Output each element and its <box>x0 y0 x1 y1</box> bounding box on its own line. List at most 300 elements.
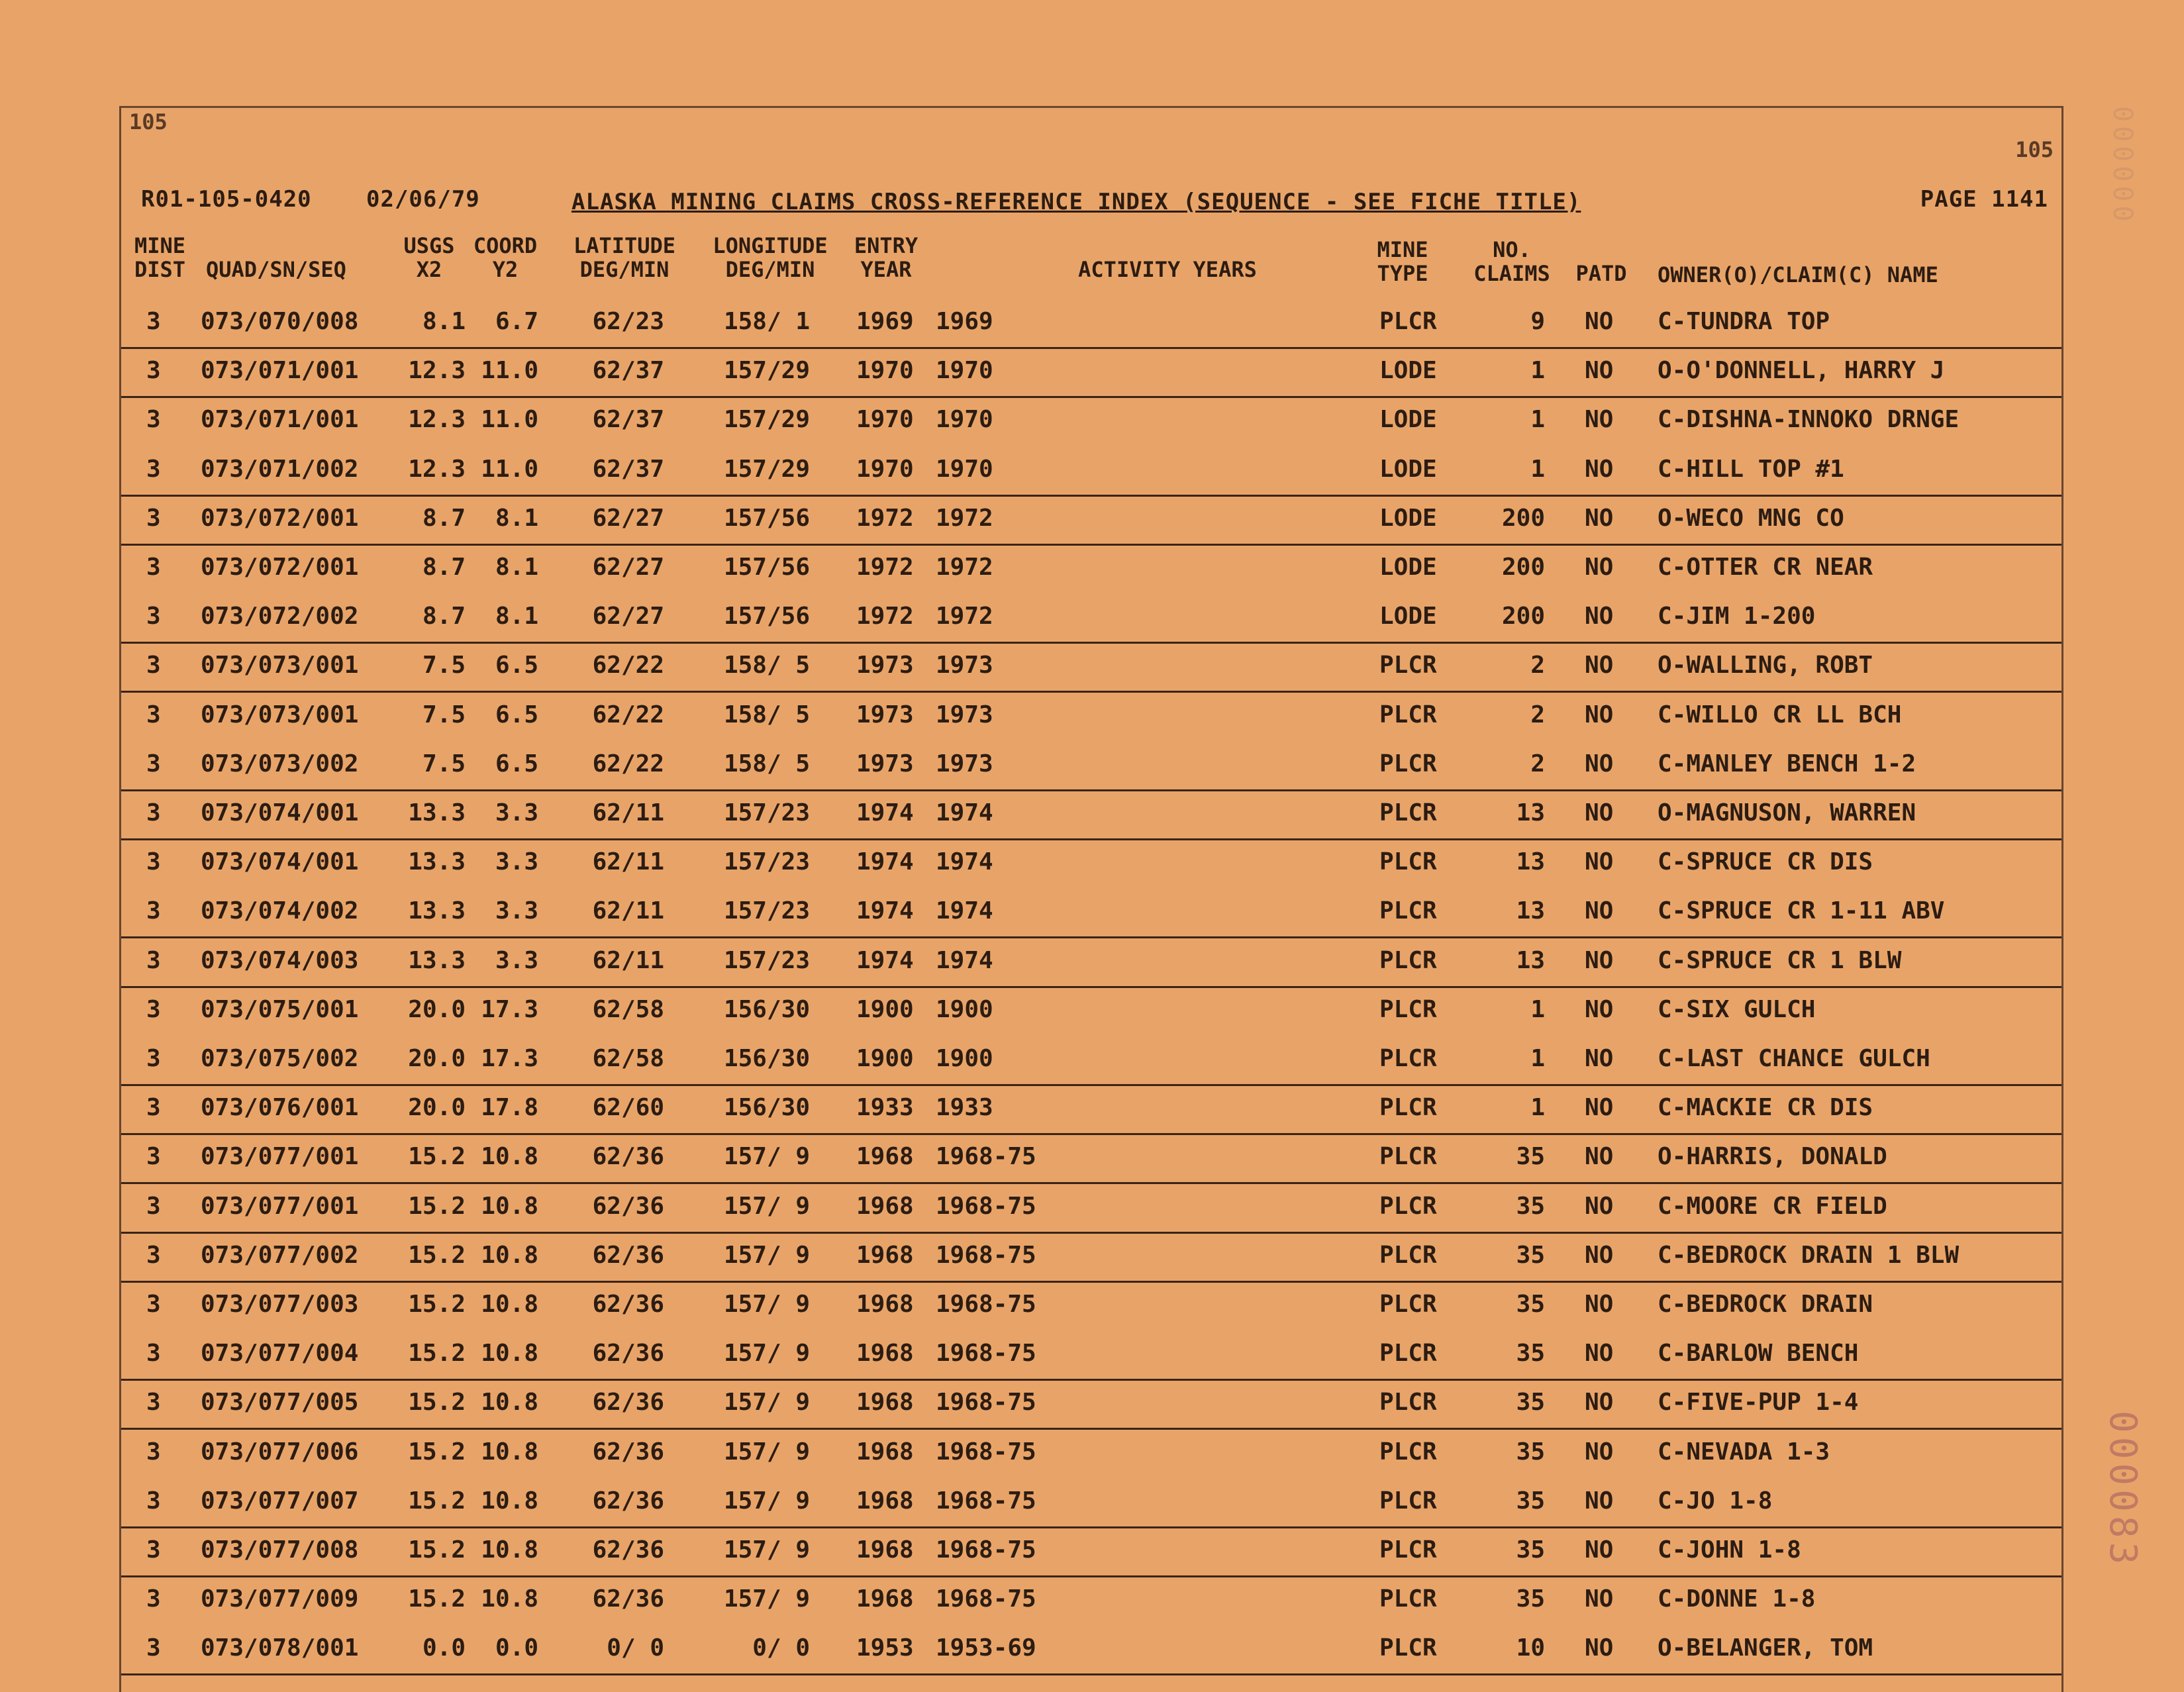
usgs-x2-cell: 8.7 <box>422 603 466 630</box>
quad-seq-cell: 073/077/005 <box>201 1389 359 1417</box>
mine-type-cell: PLCR <box>1379 1143 1437 1171</box>
mine-type-cell: LODE <box>1379 406 1437 434</box>
coord-y2-cell: 6.5 <box>495 652 538 679</box>
printout-sheet <box>119 106 2063 1692</box>
mine-dist-cell: 3 <box>146 1094 161 1122</box>
table-row <box>121 1232 2061 1283</box>
entry-year-cell: 1968 <box>856 1585 914 1613</box>
longitude-cell: 157/56 <box>723 603 810 630</box>
mine-dist-cell: 3 <box>146 1241 161 1269</box>
quad-seq-cell: 073/072/001 <box>201 554 359 581</box>
longitude-cell: 157/23 <box>723 848 810 876</box>
latitude-cell: 62/36 <box>592 1389 664 1417</box>
table-row <box>121 1036 2061 1086</box>
mine-dist-cell: 3 <box>146 701 161 728</box>
longitude-cell: 157/56 <box>723 554 810 581</box>
longitude-cell: 156/30 <box>723 1045 810 1072</box>
coord-y2-cell: 10.8 <box>481 1438 538 1466</box>
mine-dist-cell: 3 <box>146 504 161 532</box>
patented-cell: NO <box>1585 1634 1614 1662</box>
usgs-x2-cell: 7.5 <box>422 750 466 777</box>
quad-seq-cell: 073/077/004 <box>201 1340 359 1368</box>
activity-years-cell: 1953-69 <box>936 1634 1036 1662</box>
table-row <box>121 888 2061 938</box>
usgs-x2-cell: 12.3 <box>408 406 466 434</box>
quad-seq-cell: 073/077/001 <box>201 1143 359 1171</box>
mine-dist-cell: 3 <box>146 1291 161 1318</box>
coord-y2-cell: 17.8 <box>481 1094 538 1122</box>
longitude-cell: 157/ 9 <box>723 1438 810 1466</box>
latitude-cell: 62/36 <box>592 1438 664 1466</box>
report-date: 02/06/79 <box>366 186 480 213</box>
latitude-cell: 62/36 <box>592 1487 664 1515</box>
claims-count-cell: 1 <box>1530 1094 1545 1122</box>
longitude-cell: 157/29 <box>723 357 810 385</box>
report-id: R01-105-0420 <box>141 186 312 213</box>
patented-cell: NO <box>1585 1094 1614 1122</box>
col-usgs-x2: USGS X2 <box>403 233 455 282</box>
owner-claim-name-cell: C-BEDROCK DRAIN 1 BLW <box>1658 1241 1960 1269</box>
patented-cell: NO <box>1585 1389 1614 1417</box>
coord-y2-cell: 10.8 <box>481 1389 538 1417</box>
corner-number-left: 105 <box>129 109 168 134</box>
claims-count-cell: 10 <box>1516 1634 1545 1662</box>
usgs-x2-cell: 12.3 <box>408 455 466 483</box>
quad-seq-cell: 073/077/009 <box>201 1585 359 1613</box>
coord-y2-cell: 17.3 <box>481 1045 538 1072</box>
longitude-cell: 157/ 9 <box>723 1536 810 1564</box>
owner-claim-name-cell: C-TUNDRA TOP <box>1658 308 1830 335</box>
entry-year-cell: 1968 <box>856 1487 914 1515</box>
longitude-cell: 157/ 9 <box>723 1291 810 1318</box>
quad-seq-cell: 073/077/008 <box>201 1536 359 1564</box>
activity-years-cell: 1968-75 <box>936 1438 1036 1466</box>
usgs-x2-cell: 7.5 <box>422 652 466 679</box>
patented-cell: NO <box>1585 750 1614 777</box>
mine-dist-cell: 3 <box>146 603 161 630</box>
quad-seq-cell: 073/071/001 <box>201 406 359 434</box>
quad-seq-cell: 073/074/001 <box>201 799 359 826</box>
quad-seq-cell: 073/077/002 <box>201 1241 359 1269</box>
table-row <box>121 446 2061 497</box>
table-row <box>121 1330 2061 1381</box>
table-row <box>121 593 2061 644</box>
longitude-cell: 156/30 <box>723 1094 810 1122</box>
usgs-x2-cell: 15.2 <box>408 1585 466 1613</box>
mine-dist-cell: 3 <box>146 1192 161 1220</box>
entry-year-cell: 1900 <box>856 995 914 1023</box>
latitude-cell: 62/36 <box>592 1291 664 1318</box>
claims-count-cell: 1 <box>1530 1045 1545 1072</box>
claims-count-cell: 13 <box>1516 946 1545 974</box>
table-row <box>121 790 2061 840</box>
coord-y2-cell: 10.8 <box>481 1487 538 1515</box>
table-row <box>121 495 2061 546</box>
entry-year-cell: 1970 <box>856 406 914 434</box>
owner-claim-name-cell: C-HILL TOP #1 <box>1658 455 1844 483</box>
owner-claim-name-cell: O-O'DONNELL, HARRY J <box>1658 357 1945 385</box>
patented-cell: NO <box>1585 504 1614 532</box>
latitude-cell: 62/11 <box>592 897 664 925</box>
latitude-cell: 62/23 <box>592 308 664 335</box>
table-row <box>121 1183 2061 1234</box>
claims-count-cell: 2 <box>1530 652 1545 679</box>
coord-y2-cell: 8.1 <box>495 504 538 532</box>
mine-type-cell: LODE <box>1379 504 1437 532</box>
claims-count-cell: 35 <box>1516 1536 1545 1564</box>
table-row <box>121 938 2061 988</box>
mine-type-cell: PLCR <box>1379 1094 1437 1122</box>
mine-type-cell: PLCR <box>1379 1487 1437 1515</box>
coord-y2-cell: 10.8 <box>481 1192 538 1220</box>
film-frame-stamp: 000083 <box>2101 1411 2144 1569</box>
patented-cell: NO <box>1585 995 1614 1023</box>
table-row <box>121 397 2061 445</box>
usgs-x2-cell: 8.7 <box>422 554 466 581</box>
owner-claim-name-cell: O-MAGNUSON, WARREN <box>1658 799 1916 826</box>
patented-cell: NO <box>1585 603 1614 630</box>
claims-count-cell: 2 <box>1530 701 1545 728</box>
quad-seq-cell: 073/074/001 <box>201 848 359 876</box>
coord-y2-cell: 10.8 <box>481 1241 538 1269</box>
mine-dist-cell: 3 <box>146 652 161 679</box>
claims-count-cell: 200 <box>1501 554 1545 581</box>
mine-dist-cell: 3 <box>146 1045 161 1072</box>
usgs-x2-cell: 20.0 <box>408 995 466 1023</box>
quad-seq-cell: 073/073/001 <box>201 701 359 728</box>
table-row <box>121 1527 2061 1577</box>
mine-type-cell: LODE <box>1379 603 1437 630</box>
usgs-x2-cell: 15.2 <box>408 1438 466 1466</box>
mine-dist-cell: 3 <box>146 1389 161 1417</box>
longitude-cell: 157/ 9 <box>723 1340 810 1368</box>
latitude-cell: 62/27 <box>592 603 664 630</box>
longitude-cell: 157/ 9 <box>723 1389 810 1417</box>
coord-y2-cell: 10.8 <box>481 1291 538 1318</box>
owner-claim-name-cell: C-MANLEY BENCH 1-2 <box>1658 750 1916 777</box>
claims-count-cell: 35 <box>1516 1241 1545 1269</box>
entry-year-cell: 1900 <box>856 1045 914 1072</box>
patented-cell: NO <box>1585 848 1614 876</box>
coord-y2-cell: 11.0 <box>481 455 538 483</box>
longitude-cell: 158/ 5 <box>723 750 810 777</box>
activity-years-cell: 1970 <box>936 455 993 483</box>
mine-dist-cell: 3 <box>146 1634 161 1662</box>
patented-cell: NO <box>1585 406 1614 434</box>
mine-dist-cell: 3 <box>146 897 161 925</box>
latitude-cell: 62/60 <box>592 1094 664 1122</box>
mine-type-cell: PLCR <box>1379 701 1437 728</box>
mine-type-cell: PLCR <box>1379 946 1437 974</box>
quad-seq-cell: 073/070/008 <box>201 308 359 335</box>
activity-years-cell: 1973 <box>936 701 993 728</box>
table-row <box>121 692 2061 740</box>
longitude-cell: 157/ 9 <box>723 1585 810 1613</box>
mine-dist-cell: 3 <box>146 1340 161 1368</box>
usgs-x2-cell: 13.3 <box>408 848 466 876</box>
entry-year-cell: 1968 <box>856 1143 914 1171</box>
quad-seq-cell: 073/072/001 <box>201 504 359 532</box>
coord-y2-cell: 3.3 <box>495 799 538 826</box>
entry-year-cell: 1968 <box>856 1192 914 1220</box>
latitude-cell: 62/11 <box>592 799 664 826</box>
usgs-x2-cell: 15.2 <box>408 1487 466 1515</box>
claims-count-cell: 1 <box>1530 357 1545 385</box>
quad-seq-cell: 073/077/003 <box>201 1291 359 1318</box>
claims-count-cell: 35 <box>1516 1389 1545 1417</box>
mine-dist-cell: 3 <box>146 750 161 777</box>
activity-years-cell: 1968-75 <box>936 1192 1036 1220</box>
col-owner-claim-name: OWNER(O)/CLAIM(C) NAME <box>1658 262 1938 287</box>
mine-type-cell: PLCR <box>1379 1045 1437 1072</box>
table-row <box>121 348 2061 398</box>
mine-dist-cell: 3 <box>146 1438 161 1466</box>
table-row <box>121 1478 2061 1528</box>
patented-cell: NO <box>1585 357 1614 385</box>
quad-seq-cell: 073/074/003 <box>201 946 359 974</box>
table-row <box>121 1379 2061 1430</box>
table-row <box>121 839 2061 887</box>
usgs-x2-cell: 0.0 <box>422 1634 466 1662</box>
col-longitude: LONGITUDE DEG/MIN <box>713 233 828 282</box>
longitude-cell: 158/ 1 <box>723 308 810 335</box>
mine-type-cell: PLCR <box>1379 1241 1437 1269</box>
longitude-cell: 158/ 5 <box>723 652 810 679</box>
usgs-x2-cell: 12.3 <box>408 357 466 385</box>
usgs-x2-cell: 15.2 <box>408 1241 466 1269</box>
patented-cell: NO <box>1585 1340 1614 1368</box>
owner-claim-name-cell: C-DISHNA-INNOKO DRNGE <box>1658 406 1960 434</box>
latitude-cell: 62/37 <box>592 357 664 385</box>
longitude-cell: 157/ 9 <box>723 1241 810 1269</box>
activity-years-cell: 1968-75 <box>936 1585 1036 1613</box>
entry-year-cell: 1973 <box>856 701 914 728</box>
quad-seq-cell: 073/077/007 <box>201 1487 359 1515</box>
table-row <box>121 1281 2061 1330</box>
coord-y2-cell: 8.1 <box>495 554 538 581</box>
longitude-cell: 157/ 9 <box>723 1192 810 1220</box>
longitude-cell: 157/23 <box>723 946 810 974</box>
patented-cell: NO <box>1585 1291 1614 1318</box>
owner-claim-name-cell: C-MOORE CR FIELD <box>1658 1192 1887 1220</box>
col-claims: NO. CLAIMS <box>1473 237 1550 286</box>
activity-years-cell: 1973 <box>936 750 993 777</box>
table-row <box>121 1085 2061 1135</box>
mine-type-cell: PLCR <box>1379 995 1437 1023</box>
owner-claim-name-cell: C-BARLOW BENCH <box>1658 1340 1859 1368</box>
latitude-cell: 62/36 <box>592 1241 664 1269</box>
latitude-cell: 62/37 <box>592 455 664 483</box>
longitude-cell: 157/23 <box>723 799 810 826</box>
entry-year-cell: 1974 <box>856 848 914 876</box>
mine-dist-cell: 3 <box>146 946 161 974</box>
quad-seq-cell: 073/077/006 <box>201 1438 359 1466</box>
entry-year-cell: 1973 <box>856 750 914 777</box>
mine-dist-cell: 3 <box>146 455 161 483</box>
patented-cell: NO <box>1585 799 1614 826</box>
latitude-cell: 62/22 <box>592 750 664 777</box>
mine-type-cell: LODE <box>1379 455 1437 483</box>
activity-years-cell: 1900 <box>936 995 993 1023</box>
latitude-cell: 62/36 <box>592 1585 664 1613</box>
mine-type-cell: PLCR <box>1379 1340 1437 1368</box>
owner-claim-name-cell: O-WECO MNG CO <box>1658 504 1844 532</box>
coord-y2-cell: 17.3 <box>481 995 538 1023</box>
mine-type-cell: PLCR <box>1379 750 1437 777</box>
latitude-cell: 62/58 <box>592 1045 664 1072</box>
owner-claim-name-cell: O-HARRIS, DONALD <box>1658 1143 1887 1171</box>
entry-year-cell: 1972 <box>856 554 914 581</box>
usgs-x2-cell: 15.2 <box>408 1536 466 1564</box>
coord-y2-cell: 10.8 <box>481 1585 538 1613</box>
claims-count-cell: 13 <box>1516 848 1545 876</box>
usgs-x2-cell: 15.2 <box>408 1291 466 1318</box>
mine-type-cell: PLCR <box>1379 848 1437 876</box>
claims-count-cell: 35 <box>1516 1291 1545 1318</box>
usgs-x2-cell: 20.0 <box>408 1094 466 1122</box>
patented-cell: NO <box>1585 1585 1614 1613</box>
patented-cell: NO <box>1585 1143 1614 1171</box>
mine-type-cell: PLCR <box>1379 652 1437 679</box>
entry-year-cell: 1968 <box>856 1241 914 1269</box>
usgs-x2-cell: 13.3 <box>408 897 466 925</box>
table-row <box>121 299 2061 349</box>
activity-years-cell: 1969 <box>936 308 993 335</box>
mine-type-cell: PLCR <box>1379 1585 1437 1613</box>
activity-years-cell: 1972 <box>936 554 993 581</box>
coord-y2-cell: 3.3 <box>495 897 538 925</box>
activity-years-cell: 1972 <box>936 504 993 532</box>
activity-years-cell: 1970 <box>936 406 993 434</box>
patented-cell: NO <box>1585 1536 1614 1564</box>
patented-cell: NO <box>1585 701 1614 728</box>
latitude-cell: 62/36 <box>592 1143 664 1171</box>
activity-years-cell: 1972 <box>936 603 993 630</box>
table-row <box>121 987 2061 1035</box>
latitude-cell: 62/22 <box>592 701 664 728</box>
quad-seq-cell: 073/074/002 <box>201 897 359 925</box>
owner-claim-name-cell: C-NEVADA 1-3 <box>1658 1438 1830 1466</box>
col-entry-year: ENTRY YEAR <box>854 233 918 282</box>
claims-count-cell: 13 <box>1516 799 1545 826</box>
patented-cell: NO <box>1585 1045 1614 1072</box>
activity-years-cell: 1968-75 <box>936 1389 1036 1417</box>
coord-y2-cell: 6.5 <box>495 701 538 728</box>
mine-type-cell: PLCR <box>1379 1438 1437 1466</box>
mine-type-cell: LODE <box>1379 554 1437 581</box>
usgs-x2-cell: 20.0 <box>408 1045 466 1072</box>
coord-y2-cell: 11.0 <box>481 406 538 434</box>
claims-count-cell: 35 <box>1516 1585 1545 1613</box>
usgs-x2-cell: 8.7 <box>422 504 466 532</box>
mine-dist-cell: 3 <box>146 357 161 385</box>
mine-type-cell: LODE <box>1379 357 1437 385</box>
coord-y2-cell: 10.8 <box>481 1143 538 1171</box>
owner-claim-name-cell: C-BEDROCK DRAIN <box>1658 1291 1873 1318</box>
entry-year-cell: 1974 <box>856 799 914 826</box>
longitude-cell: 157/29 <box>723 455 810 483</box>
entry-year-cell: 1974 <box>856 946 914 974</box>
patented-cell: NO <box>1585 897 1614 925</box>
col-mine-dist: MINE DIST <box>134 233 186 282</box>
latitude-cell: 62/36 <box>592 1536 664 1564</box>
longitude-cell: 157/56 <box>723 504 810 532</box>
patented-cell: NO <box>1585 1192 1614 1220</box>
activity-years-cell: 1968-75 <box>936 1143 1036 1171</box>
quad-seq-cell: 073/076/001 <box>201 1094 359 1122</box>
entry-year-cell: 1953 <box>856 1634 914 1662</box>
table-row <box>121 544 2061 593</box>
activity-years-cell: 1968-75 <box>936 1487 1036 1515</box>
claims-count-cell: 13 <box>1516 897 1545 925</box>
page-number: PAGE 1141 <box>1920 186 2048 213</box>
patented-cell: NO <box>1585 308 1614 335</box>
entry-year-cell: 1968 <box>856 1389 914 1417</box>
entry-year-cell: 1933 <box>856 1094 914 1122</box>
longitude-cell: 157/ 9 <box>723 1487 810 1515</box>
entry-year-cell: 1968 <box>856 1340 914 1368</box>
patented-cell: NO <box>1585 455 1614 483</box>
claims-count-cell: 1 <box>1530 406 1545 434</box>
owner-claim-name-cell: C-SPRUCE CR 1-11 ABV <box>1658 897 1945 925</box>
coord-y2-cell: 6.7 <box>495 308 538 335</box>
latitude-cell: 62/37 <box>592 406 664 434</box>
entry-year-cell: 1972 <box>856 603 914 630</box>
patented-cell: NO <box>1585 652 1614 679</box>
table-row <box>121 642 2061 693</box>
col-coord-y2: COORD Y2 <box>473 233 538 282</box>
coord-y2-cell: 10.8 <box>481 1536 538 1564</box>
activity-years-cell: 1974 <box>936 799 993 826</box>
owner-claim-name-cell: C-MACKIE CR DIS <box>1658 1094 1873 1122</box>
usgs-x2-cell: 8.1 <box>422 308 466 335</box>
activity-years-cell: 1973 <box>936 652 993 679</box>
mine-type-cell: PLCR <box>1379 1192 1437 1220</box>
mine-type-cell: PLCR <box>1379 308 1437 335</box>
entry-year-cell: 1968 <box>856 1536 914 1564</box>
quad-seq-cell: 073/075/002 <box>201 1045 359 1072</box>
mine-dist-cell: 3 <box>146 1487 161 1515</box>
corner-number-right: 105 <box>2015 137 2054 162</box>
activity-years-cell: 1900 <box>936 1045 993 1072</box>
entry-year-cell: 1970 <box>856 357 914 385</box>
latitude-cell: 0/ 0 <box>607 1634 664 1662</box>
film-frame-stamp-top: 000000 <box>2107 106 2138 226</box>
owner-claim-name-cell: C-SPRUCE CR 1 BLW <box>1658 946 1902 974</box>
claims-count-cell: 35 <box>1516 1340 1545 1368</box>
mine-dist-cell: 3 <box>146 1585 161 1613</box>
coord-y2-cell: 3.3 <box>495 848 538 876</box>
table-row <box>121 1625 2061 1675</box>
claims-count-cell: 35 <box>1516 1487 1545 1515</box>
quad-seq-cell: 073/072/002 <box>201 603 359 630</box>
activity-years-cell: 1968-75 <box>936 1241 1036 1269</box>
col-patd: PATD <box>1575 261 1627 286</box>
usgs-x2-cell: 13.3 <box>408 946 466 974</box>
quad-seq-cell: 073/071/002 <box>201 455 359 483</box>
longitude-cell: 156/30 <box>723 995 810 1023</box>
mine-dist-cell: 3 <box>146 799 161 826</box>
claims-count-cell: 35 <box>1516 1143 1545 1171</box>
col-quad: QUAD/SN/SEQ <box>206 257 346 282</box>
mine-type-cell: PLCR <box>1379 1536 1437 1564</box>
patented-cell: NO <box>1585 946 1614 974</box>
entry-year-cell: 1970 <box>856 455 914 483</box>
patented-cell: NO <box>1585 1241 1614 1269</box>
longitude-cell: 157/23 <box>723 897 810 925</box>
activity-years-cell: 1968-75 <box>936 1340 1036 1368</box>
latitude-cell: 62/22 <box>592 652 664 679</box>
